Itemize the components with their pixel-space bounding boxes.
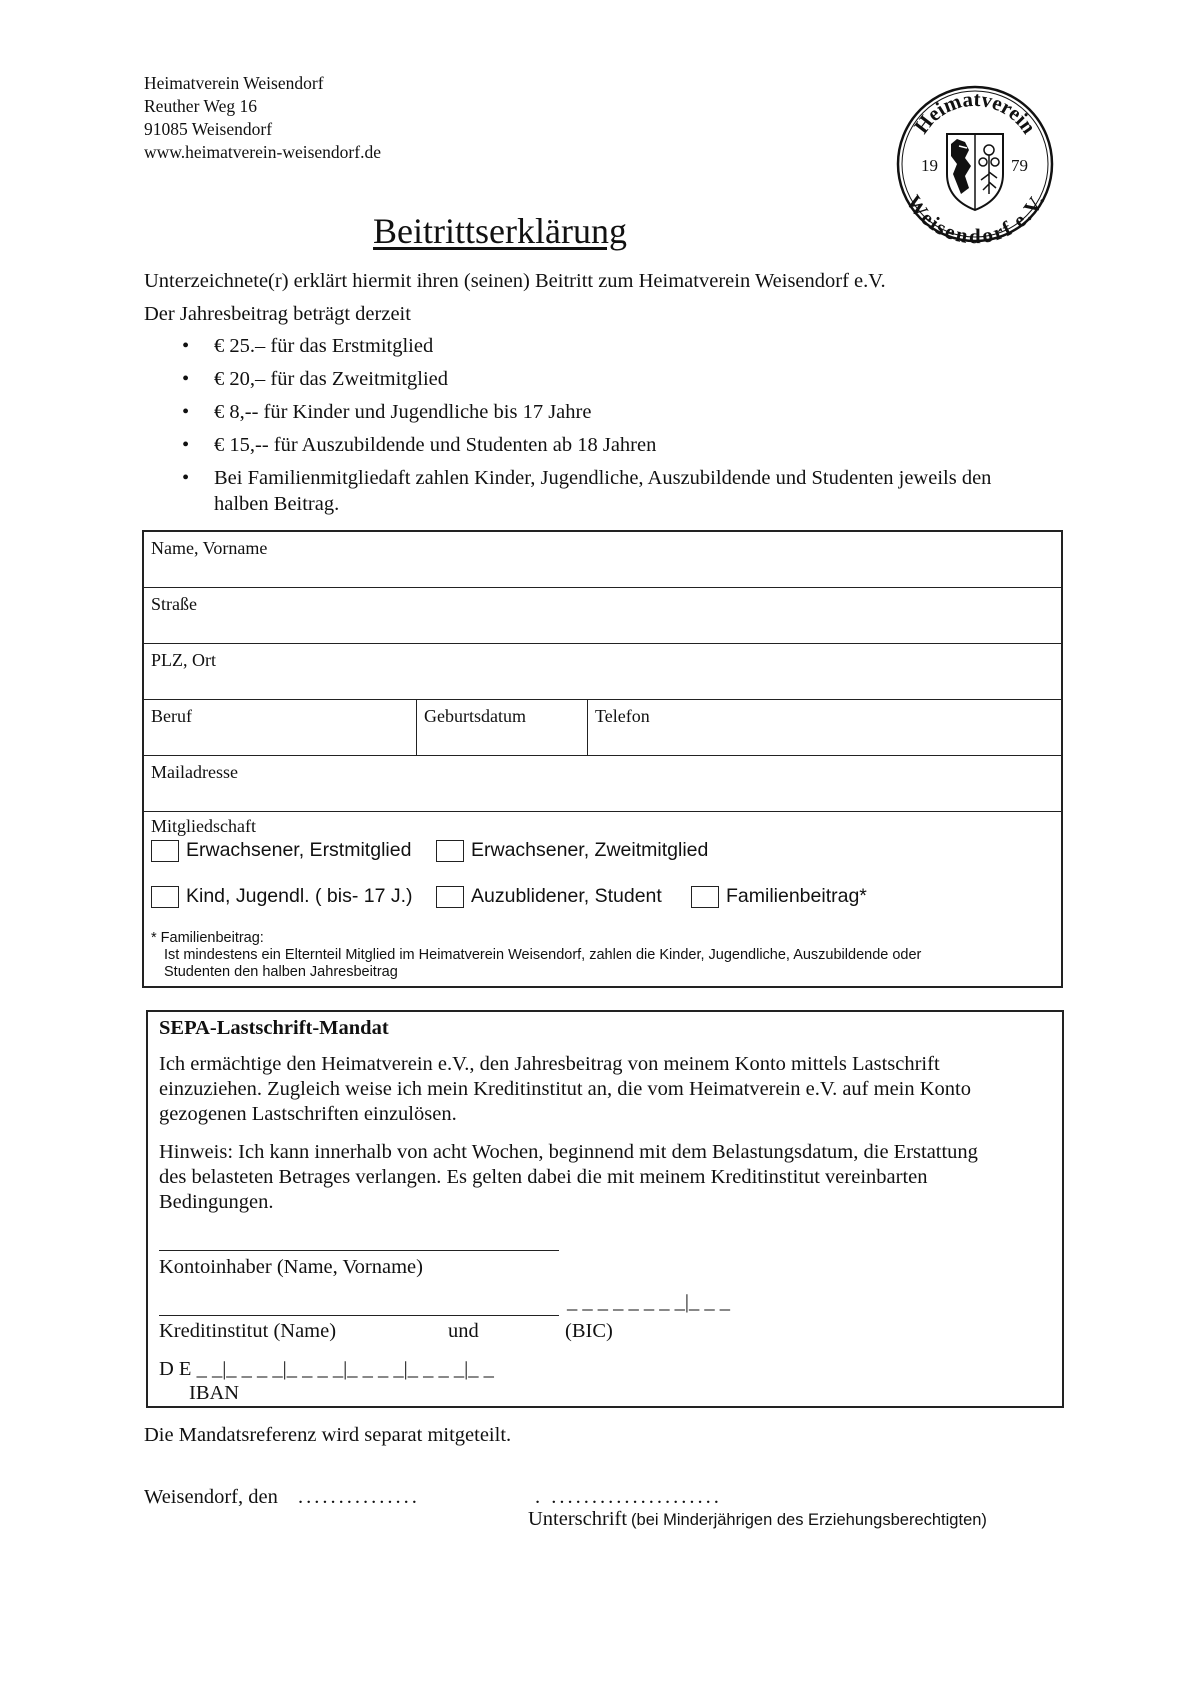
svg-text:Heimatverein	[909, 87, 1041, 139]
bullet-icon: •	[182, 434, 190, 456]
bullet-icon: •	[182, 401, 190, 423]
checkbox-student[interactable]	[436, 886, 464, 908]
street-label: Straße	[151, 594, 197, 614]
sepa-text: gezogenen Lastschriften einzulösen.	[159, 1103, 457, 1125]
email-label: Mailadresse	[151, 762, 238, 782]
bullet-icon: •	[182, 368, 190, 390]
place-date-label: Weisendorf, den	[144, 1486, 278, 1508]
footnote-text: Studenten den halben Jahresbeitrag	[164, 964, 398, 980]
option-label: Kind, Jugendl. ( bis- 17 J.)	[186, 885, 413, 907]
seal-year-left: 19	[921, 156, 938, 175]
street-field[interactable]	[144, 588, 1061, 644]
list-item: • € 25.– für das Erstmitglied	[182, 335, 434, 357]
sepa-title: SEPA-Lastschrift-Mandat	[159, 1017, 389, 1039]
name-field[interactable]	[144, 532, 1061, 588]
bullet-icon: •	[182, 335, 190, 357]
city-label: PLZ, Ort	[151, 650, 216, 670]
list-item: • Bei Familienmitgliedaft zahlen Kinder, Jugendliche, Auszubildende und Studenten jeweils den halben Beitrag.	[182, 467, 992, 515]
page-title: Beitrittserklärung	[373, 211, 627, 251]
sepa-note: Hinweis: Ich kann innerhalb von acht Wochen, beginnend mit dem Belastungsdatum, die Erstattung	[159, 1141, 978, 1163]
birthdate-label: Geburtsdatum	[424, 706, 526, 726]
sepa-text: einzuziehen. Zugleich weise ich mein Kreditinstitut an, die vom Heimatverein e.V. auf mein Konto	[159, 1078, 971, 1100]
signature-field[interactable]: . .....................	[535, 1486, 722, 1508]
iban-field[interactable]: D E _ _|_ _ _ _|_ _ _ _|_ _ _ _|_ _ _ _|_ _	[159, 1358, 494, 1380]
list-item: • € 8,-- für Kinder und Jugendliche bis 17 Jahre	[182, 401, 592, 423]
bic-label: (BIC)	[565, 1320, 613, 1342]
footnote-text: Ist mindestens ein Elternteil Mitglied im Heimatverein Weisendorf, zahlen die Kinder, Jugendliche, Auszubildende oder	[164, 947, 922, 963]
option-label: Erwachsener, Zweitmitglied	[471, 839, 709, 861]
seal-year-right: 79	[1011, 156, 1028, 175]
email-field[interactable]	[144, 756, 1061, 812]
option-label: Auzublidener, Student	[471, 885, 662, 907]
account-holder-label: Kontoinhaber (Name, Vorname)	[159, 1256, 423, 1278]
intro-text: Unterzeichnete(r) erklärt hiermit ihren (seinen) Beitritt zum Heimatverein Weisendorf e.V.	[144, 270, 886, 292]
bank-name-label: Kreditinstitut (Name)	[159, 1320, 337, 1342]
address-line: Reuther Weg 16	[144, 96, 257, 116]
date-field[interactable]: ...............	[298, 1486, 420, 1508]
fee-intro: Der Jahresbeitrag beträgt derzeit	[144, 303, 411, 325]
and-label: und	[448, 1320, 479, 1342]
job-label: Beruf	[151, 706, 192, 726]
membership-title: Mitgliedschaft	[151, 816, 256, 836]
bic-field[interactable]: _ _ _ _ _ _ _ _|_ _ _	[567, 1291, 730, 1313]
club-address	[144, 72, 381, 164]
seal-bottom-text: Weisendorf e.V.	[901, 190, 1050, 244]
bullet-icon: •	[182, 467, 190, 489]
list-item: • € 20,– für das Zweitmitglied	[182, 368, 448, 390]
iban-label: IBAN	[189, 1382, 240, 1404]
shield-icon	[947, 134, 1003, 210]
option-label: Familienbeitrag*	[726, 885, 867, 907]
job-field[interactable]	[144, 700, 416, 755]
account-holder-line[interactable]	[159, 1250, 559, 1251]
bank-name-line[interactable]	[159, 1315, 559, 1316]
mandate-note: Die Mandatsreferenz wird separat mitgeteilt.	[144, 1424, 512, 1446]
checkbox-adult-first[interactable]	[151, 840, 179, 862]
checkbox-family[interactable]	[691, 886, 719, 908]
fee-list	[144, 333, 1074, 524]
sepa-note: des belasteten Betrages verlangen. Es gelten dabei die mit meinem Kreditinstitut vereinbarten	[159, 1166, 928, 1188]
details-row	[144, 700, 1061, 756]
phone-label: Telefon	[595, 706, 650, 726]
signature-note: (bei Minderjährigen des Erziehungsberechtigten)	[631, 1511, 987, 1529]
membership-form	[142, 530, 1063, 988]
membership-section	[144, 812, 1061, 988]
phone-field[interactable]	[588, 700, 1063, 755]
sepa-note: Bedingungen.	[159, 1191, 274, 1213]
address-line: Heimatverein Weisendorf	[144, 73, 324, 93]
sepa-text: Ich ermächtige den Heimatverein e.V., den Jahresbeitrag von meinem Konto mittels Lastschrift	[159, 1053, 940, 1075]
footnote-title: * Familienbeitrag:	[151, 930, 264, 946]
signature-caption	[528, 1508, 987, 1531]
birthdate-field[interactable]	[417, 700, 587, 755]
list-item: • € 15,-- für Auszubildende und Studenten ab 18 Jahren	[182, 434, 657, 456]
city-field[interactable]	[144, 644, 1061, 700]
address-line: 91085 Weisendorf	[144, 119, 273, 139]
option-label: Erwachsener, Erstmitglied	[186, 839, 412, 861]
address-line: www.heimatverein-weisendorf.de	[144, 142, 381, 162]
sepa-mandate-box	[146, 1010, 1064, 1408]
checkbox-child[interactable]	[151, 886, 179, 908]
seal-top-text: Heimatverein	[909, 86, 1042, 139]
checkbox-adult-second[interactable]	[436, 840, 464, 862]
signature-label: Unterschrift	[528, 1508, 628, 1530]
name-label: Name, Vorname	[151, 538, 268, 558]
